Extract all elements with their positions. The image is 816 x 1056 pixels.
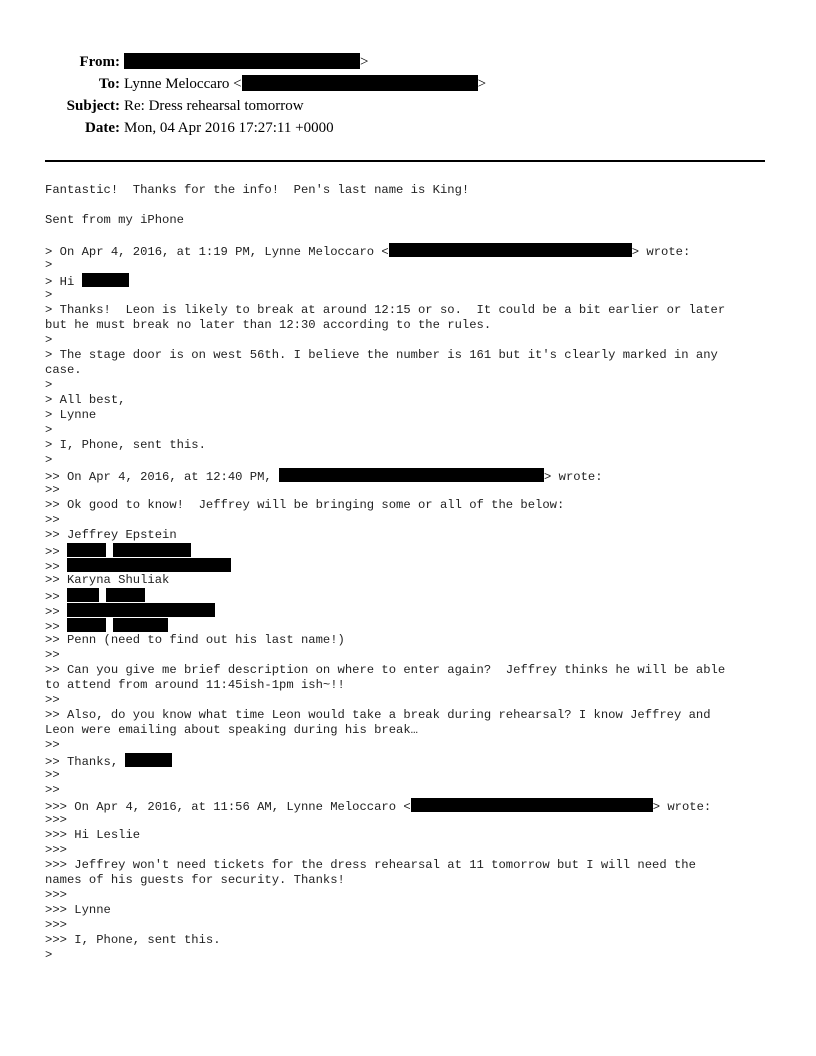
body-line: >> [45,738,60,752]
body-line: >>> I, Phone, sent this. [45,933,221,947]
quote-header-line [45,468,775,483]
from-value [124,51,368,73]
signoff-line [45,753,775,768]
quote-prefix: >> [45,590,67,604]
body-line: > Lynne [45,408,97,422]
date-value: Mon, 04 Apr 2016 17:27:11 +0000 [124,120,334,136]
guest-line [45,603,775,618]
quote-prefix: >> [45,605,67,619]
date-label: Date: [85,120,120,136]
email-body [45,183,775,963]
subject-label: Subject: [66,98,120,114]
body-line: >>> [45,843,67,857]
quote-wrote: > wrote: [631,245,691,259]
redaction-block [67,618,106,632]
body-line: > All best, [45,393,126,407]
body-line: but he must break no later than 12:30 according to the rules. [45,318,492,332]
body-line: Leon were emailing about speaking during his break… [45,723,418,737]
body-line: > [45,453,53,467]
redaction-block [67,558,231,572]
body-line: >> Ok good to know! Jeffrey will be bringing some or all of the below: [45,498,565,512]
body-line: >> Jeffrey Epstein [45,528,177,542]
to-row [0,73,816,95]
body-line: > [45,378,53,392]
body-line: >> Penn (need to find out his last name!) [45,633,345,647]
body-line: >> [45,513,60,527]
redaction-block [67,588,99,602]
body-line: >> Also, do you know what time Leon would take a break during rehearsal? I know Jeffrey and [45,708,711,722]
body-line: >>> Lynne [45,903,111,917]
body-line: > [45,333,53,347]
signoff-text: >> Thanks, [45,755,126,769]
redaction-block [411,798,653,812]
body-line: >> [45,783,60,797]
redaction-block [242,75,478,91]
body-line: >>> [45,888,67,902]
to-suffix: > [477,76,487,92]
redaction-block [279,468,544,482]
body-line: >> [45,693,60,707]
redaction-block [113,618,168,632]
redaction-block [389,243,632,257]
body-line: Sent from my iPhone [45,213,184,227]
from-suffix: > [360,54,369,70]
quote-attribution: >>> On Apr 4, 2016, at 11:56 AM, Lynne Meloccaro < [45,800,411,814]
greeting-line [45,273,775,288]
from-row [0,51,816,73]
redaction-block [113,543,191,557]
quote-header-line [45,798,775,813]
body-line: >>> Hi Leslie [45,828,141,842]
quote-attribution: > On Apr 4, 2016, at 1:19 PM, Lynne Meloccaro < [45,245,389,259]
quote-prefix: >> [45,560,67,574]
body-line: >> [45,648,60,662]
header-divider [45,160,765,162]
body-line: > [45,258,53,272]
to-value [124,73,486,95]
guest-line [45,588,775,603]
body-line [45,198,775,213]
body-line: > The stage door is on west 56th. I believe the number is 161 but it's clearly marked in any [45,348,718,362]
quote-header-line [45,243,775,258]
subject-row [0,95,816,117]
quote-wrote: > wrote: [652,800,712,814]
body-line: >> [45,768,60,782]
body-line: >>> Jeffrey won't need tickets for the dress rehearsal at 11 tomorrow but I will need the [45,858,696,872]
guest-line [45,543,775,558]
body-line: Fantastic! Thanks for the info! Pen's last name is King! [45,183,470,197]
body-line: >>> [45,918,67,932]
to-label: To: [98,76,120,92]
body-line: to attend from around 11:45ish-1pm ish~!! [45,678,345,692]
guest-line [45,618,775,633]
quote-wrote: > wrote: [544,470,603,484]
body-line: > [45,948,53,962]
guest-line [45,558,775,573]
redaction-block [124,53,360,69]
body-line [45,228,775,243]
redaction-block [82,273,129,287]
body-line: > [45,423,53,437]
body-line: case. [45,363,82,377]
quote-prefix: >> [45,620,67,634]
body-line: > I, Phone, sent this. [45,438,206,452]
body-line: >>> [45,813,67,827]
body-line: >> Karyna Shuliak [45,573,170,587]
body-line: > [45,288,53,302]
body-line: names of his guests for security. Thanks! [45,873,345,887]
to-name: Lynne Meloccaro < [124,76,242,92]
quote-attribution: >> On Apr 4, 2016, at 12:40 PM, [45,470,280,484]
quote-prefix: >> [45,545,67,559]
redaction-block [125,753,172,767]
subject-value: Re: Dress rehearsal tomorrow [124,98,304,114]
greeting-text: > Hi [45,275,82,289]
date-row [0,117,816,139]
redaction-block [67,603,215,617]
redaction-block [67,543,106,557]
from-label: From: [79,54,120,70]
body-line: >> Can you give me brief description on where to enter again? Jeffrey thinks he will be able [45,663,726,677]
body-line: >> [45,483,60,497]
body-line: > Thanks! Leon is likely to break at around 12:15 or so. It could be a bit earlier or later [45,303,726,317]
redaction-block [106,588,145,602]
